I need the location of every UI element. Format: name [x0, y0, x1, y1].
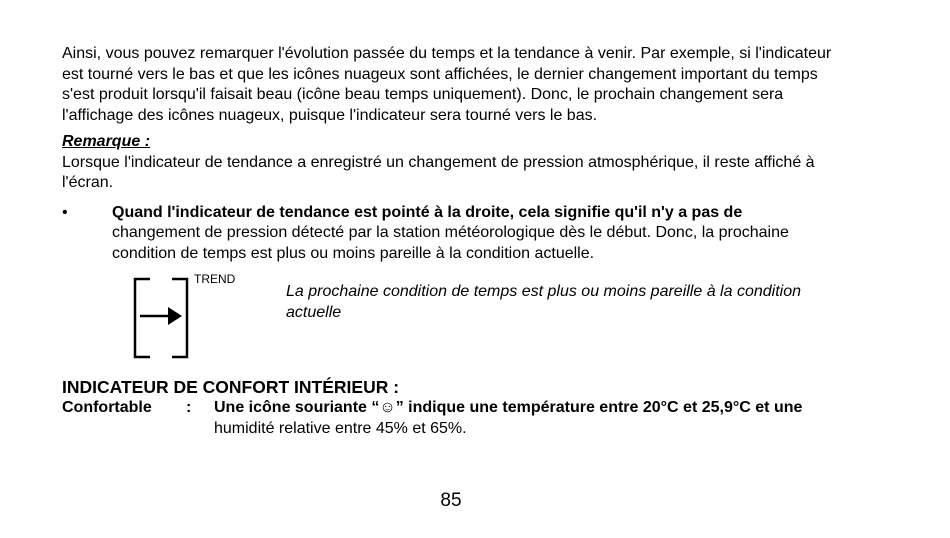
bullet-lead-text: Quand l'indicateur de tendance est pointé à la droite, cela signifie qu'il n'y a pas de [112, 203, 743, 221]
comfort-label: Confortable [62, 399, 152, 416]
trend-illustration [62, 272, 842, 368]
bullet-rest-text: changement de pression détecté par la station météorologique dès le début. Donc, la prochaine condition de temps est plus ou moins pareille à la condition actuelle. [112, 224, 789, 262]
remark-text: Lorsque l'indicateur de tendance a enregistré un changement de pression atmosphérique, il reste affiché à l'écran. [62, 153, 815, 191]
trend-caption: La prochaine condition de temps est plus ou moins pareille à la condition actuelle [286, 283, 801, 321]
trend-label: TREND [194, 272, 236, 286]
intro-paragraph: Ainsi, vous pouvez remarquer l'évolution passée du temps et la tendance à venir. Par exemple, si l'indicateur est tourné vers le bas et que les icônes nuageux sont affichées, le dernier changement important du temps s'est produit lorsqu'il faisait beau (icône beau temps uniquement). Donc, le prochain changement sera l'affichage des icônes nuageux, puisque l'indicateur sera tourné vers le bas. [62, 45, 832, 124]
comfort-text-rest: humidité relative entre 45% et 65%. [214, 419, 467, 437]
comfort-row [62, 398, 842, 440]
page-number: 85 [440, 490, 462, 511]
bullet-marker: • [62, 203, 68, 221]
comfort-text-bold: Une icône souriante “☺” indique une température entre 20°C et 25,9°C et une [214, 399, 803, 416]
trend-arrow-right-icon [132, 276, 190, 360]
bullet-item [62, 203, 842, 265]
comfort-section-title: INDICATEUR DE CONFORT INTÉRIEUR : [62, 377, 400, 397]
comfort-colon: : [186, 399, 192, 416]
document-page [62, 44, 842, 440]
remark-title: Remarque : [62, 133, 151, 150]
